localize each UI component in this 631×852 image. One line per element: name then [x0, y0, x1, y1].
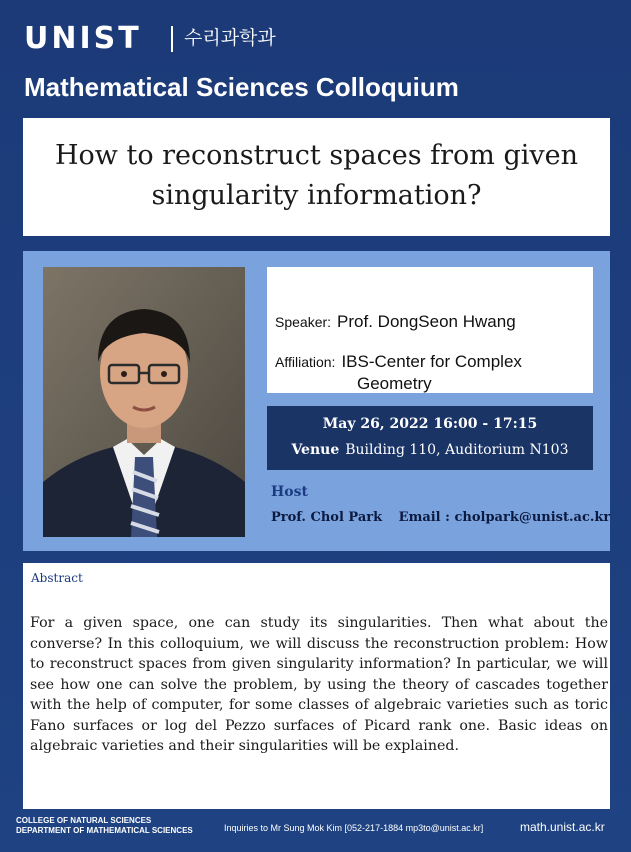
college-name	[16, 816, 193, 836]
department-url[interactable]: math.unist.ac.kr	[520, 820, 605, 834]
affiliation-line1: IBS-Center for Complex	[341, 352, 522, 371]
college-line2: DEPARTMENT OF MATHEMATICAL SCIENCES	[16, 826, 193, 835]
host-row	[271, 510, 610, 525]
department-korean: 수리과학과	[184, 27, 276, 49]
unist-logo: UNIST	[24, 21, 142, 56]
venue-row	[267, 442, 593, 458]
speaker-portrait-icon	[43, 267, 245, 537]
talk-title	[23, 136, 610, 216]
poster-footer	[0, 812, 631, 852]
venue-label: Venue	[291, 442, 340, 458]
schedule-box	[267, 406, 593, 470]
host-email[interactable]: cholpark@unist.ac.kr	[454, 510, 611, 525]
speaker-photo	[43, 267, 245, 537]
poster-header	[0, 8, 631, 118]
affiliation-line2: Geometry	[357, 374, 432, 393]
inquiries: Inquiries to Mr Sung Mok Kim [052-217-1884 mp3to@unist.ac.kr]	[224, 823, 484, 833]
affiliation-label: Affiliation:	[275, 354, 336, 370]
talk-title-line1: How to reconstruct spaces from given	[54, 140, 579, 171]
speaker-label: Speaker:	[275, 314, 332, 330]
speaker-info-box	[267, 267, 593, 393]
affiliation-row	[275, 351, 522, 373]
host-name: Prof. Chol Park	[271, 510, 383, 525]
abstract-text: For a given space, one can study its singularities. Then what about the converse? In this colloquium, we will discuss the reconstruction problem: How to reconstruct spaces from given singularity information? In particular, we will see how one can solve the problem, by using the theory of cascades together with the help of computer, for some classes of algebraic varieties such as toric Fano surfaces or log del Pezzo surfaces of Picard rank one. Basic ideas on algebraic varieties and their singularities will be explained.	[30, 615, 608, 754]
logo-divider	[171, 26, 173, 52]
host-email-label: Email :	[398, 510, 450, 525]
host-label: Host	[271, 484, 308, 500]
abstract-label: Abstract	[31, 571, 83, 585]
speaker-row	[275, 311, 516, 333]
talk-title-line2: singularity information?	[151, 180, 482, 211]
speaker-panel	[23, 251, 610, 551]
title-box	[23, 118, 610, 236]
college-line1: COLLEGE OF NATURAL SCIENCES	[16, 816, 152, 825]
speaker-name: Prof. DongSeon Hwang	[337, 312, 516, 331]
abstract-box	[23, 563, 610, 809]
venue-value: Building 110, Auditorium N103	[345, 442, 569, 458]
talk-datetime: May 26, 2022 16:00 - 17:15	[322, 416, 538, 432]
series-title: Mathematical Sciences Colloquium	[24, 72, 459, 102]
